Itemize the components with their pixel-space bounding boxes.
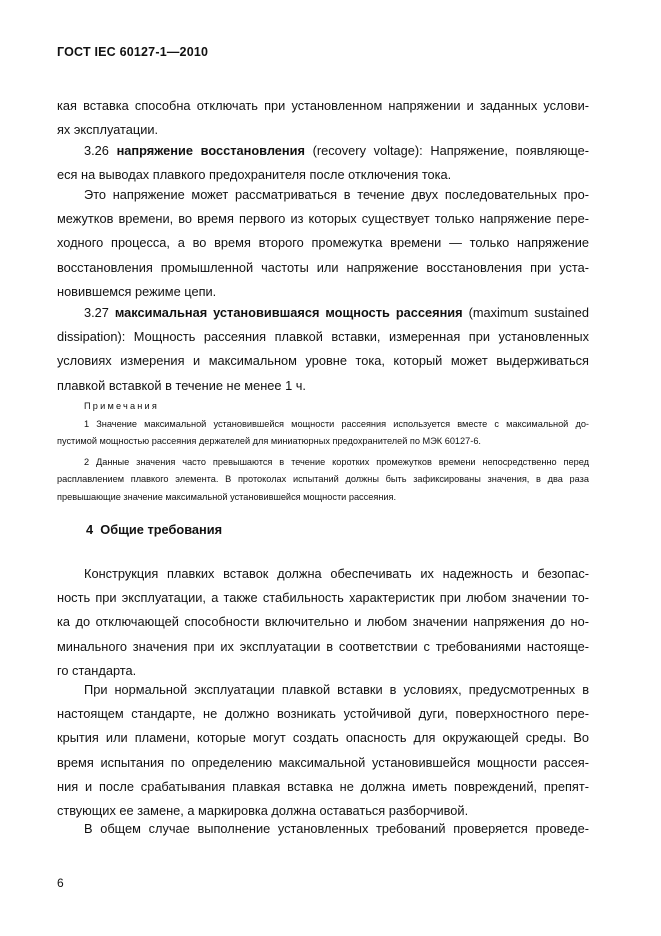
text-line: ка до отключающей способности включительно и любом значении напряжения до но-: [57, 614, 589, 630]
term-text: (recovery voltage): Напряжение, появляюще-: [304, 143, 589, 158]
note-line: превышающие значение максимальной установившейся мощности рассеяния.: [57, 491, 397, 502]
notes-title: Примечания: [84, 401, 160, 411]
paragraph-continuation: [57, 94, 589, 142]
text-line: еся на выводах плавкого предохранителя после отключения тока.: [57, 167, 452, 183]
section-heading: [86, 522, 222, 537]
section-number: 4: [86, 522, 94, 537]
note-line: 2 Данные значения часто превышаются в течение коротких промежутков времени непосредственно перед: [84, 456, 589, 467]
paragraph-recovery-voltage: [57, 183, 589, 304]
definition-line: [57, 301, 589, 325]
text-line: крытия или пламени, которые могут создать опасность для окружающей среды. Во: [57, 730, 589, 746]
text-line: ходного процесса, а во время второго промежутка времени — только напряжение: [57, 235, 589, 251]
term: напряжение восстановления: [116, 143, 305, 158]
document-header: ГОСТ IEC 60127-1—2010: [57, 45, 209, 59]
text-line: кая вставка способна отключать при установленном напряжении и заданных услови-: [57, 98, 589, 113]
text-line: В общем случае выполнение установленных требований проверяется проведе-: [84, 821, 589, 836]
text-line: время испытания по определению максимальной установившейся мощности рассея-: [57, 754, 589, 770]
note-line: 1 Значение максимальной установившейся мощности рассеяния используется вместе с максимальной до-: [84, 418, 589, 429]
text-line: При нормальной эксплуатации плавкой вставки в условиях, предусмотренных в: [84, 682, 589, 697]
text-line: настоящем стандарте, не должно возникать устойчивой дуги, поверхностного пере-: [57, 706, 589, 722]
note-line: пустимой мощностью рассеяния держателей для миниатюрных предохранителей по МЭК 60127-6.: [57, 436, 481, 446]
clause-number: 3.26: [84, 143, 117, 158]
text-line: ствующих ее замене, а маркировка должна оставаться разборчивой.: [57, 802, 469, 818]
text-line: го стандарта.: [57, 662, 137, 678]
section-title: Общие требования: [100, 522, 223, 537]
note-line: расплавлением плавкого элемента. В протоколах испытаний должны быть зафиксированы значения, в два раза: [57, 474, 589, 484]
paragraph-requirements-c: [57, 817, 589, 841]
text-line: условиях измерения и максимальном уровне тока, который может выдерживаться: [57, 353, 589, 369]
term-text: (maximum sustained: [462, 305, 589, 320]
text-line: межутков времени, во время первого из которых существует только напряжение пере-: [57, 211, 589, 227]
page-number: 6: [57, 876, 64, 890]
clause-number: 3.27: [84, 305, 115, 320]
text-line: ях эксплуатации.: [57, 122, 159, 138]
notes-block: [57, 398, 589, 506]
text-line: ния и после срабатывания плавкая вставка не должна иметь повреждений, препят-: [57, 778, 589, 794]
paragraph-requirements-b: [57, 678, 589, 823]
text-line: минального значения при их эксплуатации в соответствии с требованиями настояще-: [57, 638, 589, 654]
text-line: восстановления промышленной частоты или напряжение восстановления при уста-: [57, 259, 589, 275]
definition-3-26: [57, 139, 589, 187]
text-line: dissipation): Мощность рассеяния плавкой вставки, измеренная при установленных: [57, 329, 589, 345]
paragraph-requirements-a: [57, 562, 589, 683]
text-line: Это напряжение может рассматриваться в течение двух последовательных про-: [84, 187, 589, 202]
term: максимальная установившаяся мощность рассеяния: [114, 305, 463, 320]
text-line: Конструкция плавких вставок должна обеспечивать их надежность и безопас-: [84, 566, 589, 581]
text-line: ность при эксплуатации, а также стабильность характеристик при любом значении то-: [57, 590, 589, 606]
definition-3-27: [57, 301, 589, 398]
text-line: плавкой вставкой в течение не менее 1 ч.: [57, 377, 306, 393]
text-line: новившемся режиме цепи.: [57, 283, 217, 299]
definition-line: [57, 139, 589, 163]
